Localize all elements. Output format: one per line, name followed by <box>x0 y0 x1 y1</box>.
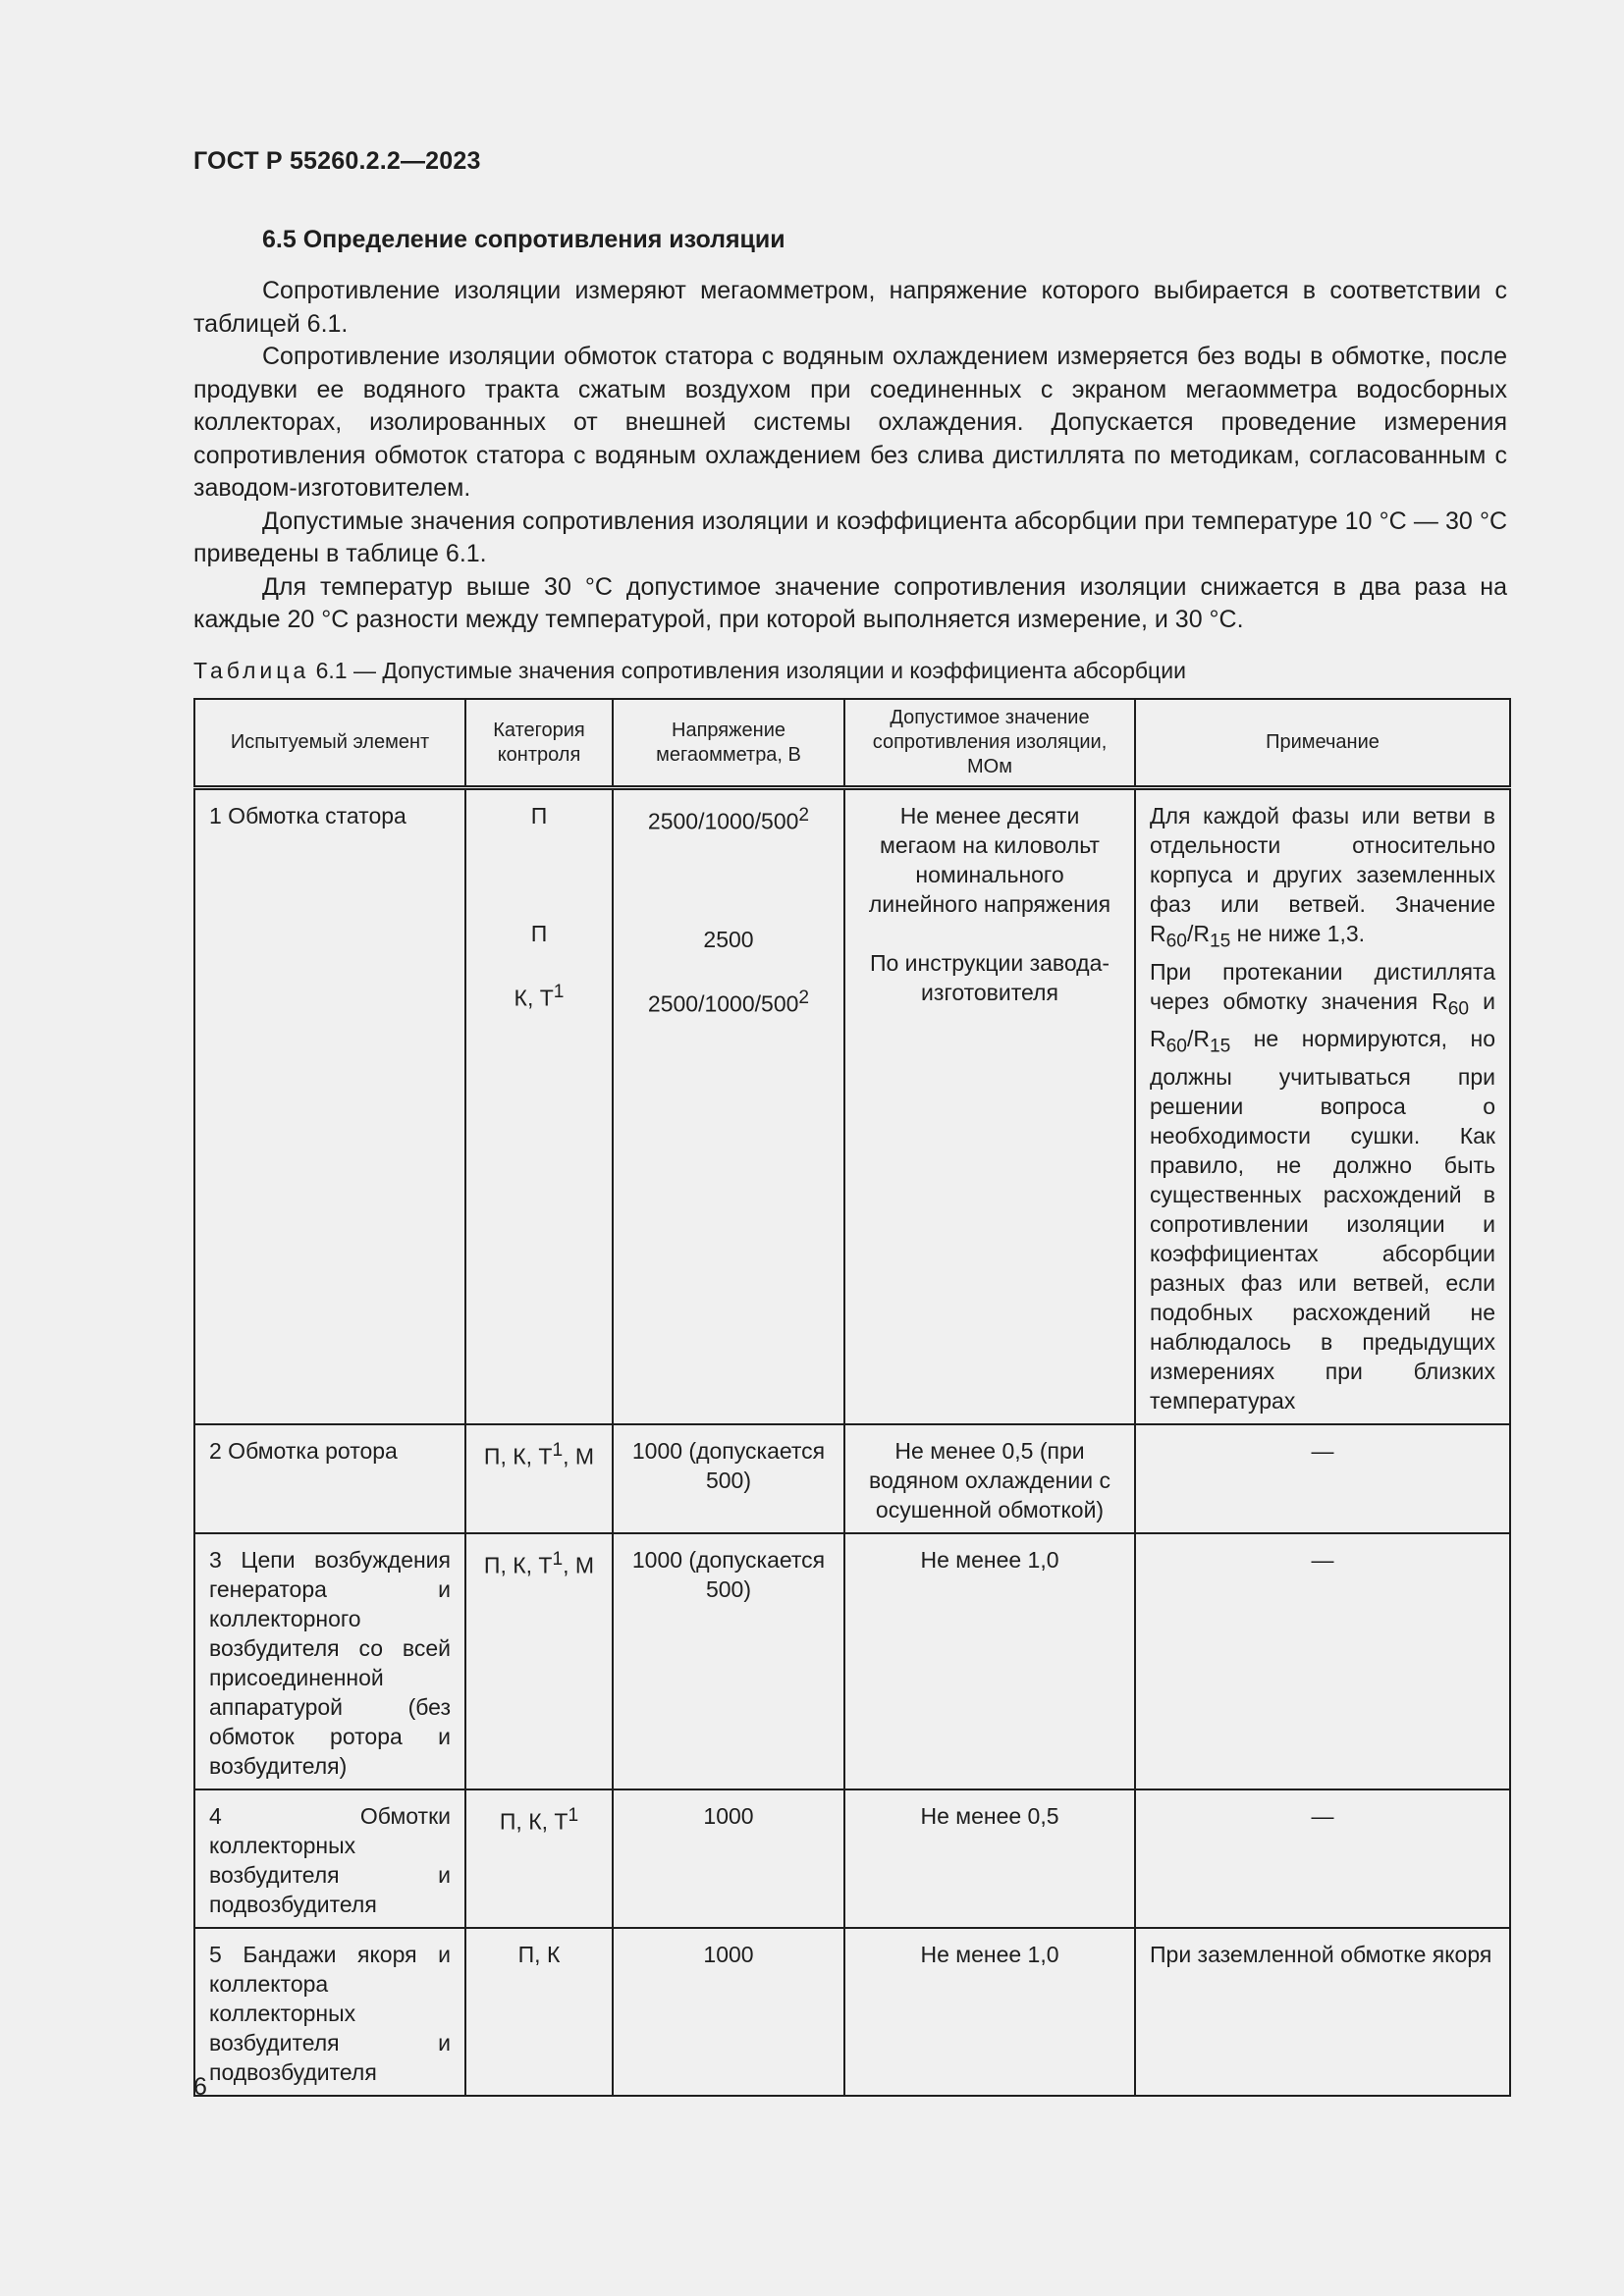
category-value: П <box>530 803 548 828</box>
footnote-mark: 2 <box>798 987 810 1008</box>
header-element: Испытуемый элемент <box>194 699 465 788</box>
table-caption <box>193 658 1186 684</box>
slash: / <box>1186 921 1194 946</box>
cell-voltage: 1000 <box>613 1928 844 2096</box>
table-row <box>194 788 1510 1424</box>
page-number: 6 <box>193 2073 207 2101</box>
resistance-value: По инструкции завода-изготовителя <box>869 950 1110 1005</box>
category-value: П, К, Т <box>483 1552 553 1578</box>
slash: / <box>1186 1026 1194 1052</box>
symbol-r: R <box>1193 921 1210 946</box>
cell-element: 3 Цепи возбуждения генератора и коллекторного возбудителя со всей присоединенной аппаратурой (без обмоток ротора и возбудителя) <box>194 1533 465 1789</box>
cell-voltage <box>613 788 844 1424</box>
cell-resistance: Не менее 0,5 <box>844 1789 1135 1928</box>
table-row <box>194 1928 1510 2096</box>
subscript: 15 <box>1209 931 1231 952</box>
symbol-r: R <box>1150 1026 1166 1052</box>
cell-element: 1 Обмотка статора <box>194 788 465 1424</box>
footnote-mark: 1 <box>552 1548 564 1570</box>
voltage-value: 2500/1000/500 <box>647 990 799 1017</box>
cell-element: 4 Обмотки коллекторных возбудителя и подвозбудителя <box>194 1789 465 1928</box>
section-title: 6.5 Определение сопротивления изоляции <box>262 226 785 253</box>
footnote-mark: 1 <box>553 982 565 1002</box>
category-value: П, К, Т <box>499 1808 568 1835</box>
paragraph: Допустимые значения сопротивления изоляции и коэффициента абсорбции при температуре 10 °С — 30 °С приведены в таблице 6.1. <box>193 507 1507 567</box>
category-value: , М <box>563 1552 595 1578</box>
header-note: Примечание <box>1135 699 1510 788</box>
subscript: 60 <box>1447 998 1469 1020</box>
cell-note: — <box>1135 1533 1510 1789</box>
cell-resistance: Не менее 1,0 <box>844 1928 1135 2096</box>
note-text: не ниже 1,3. <box>1230 921 1366 946</box>
cell-element: 2 Обмотка ротора <box>194 1424 465 1533</box>
category-value: П, К, Т <box>483 1443 553 1469</box>
document-header: ГОСТ Р 55260.2.2—2023 <box>193 147 481 175</box>
footnote-mark: 2 <box>798 805 810 826</box>
category-value: П <box>530 921 548 946</box>
cell-category <box>465 788 613 1424</box>
cell-note <box>1135 788 1510 1424</box>
symbol-r: R <box>1193 1026 1210 1052</box>
cell-category <box>465 1533 613 1789</box>
table-caption-word: Таблица <box>193 658 310 683</box>
paragraph: Для температур выше 30 °С допустимое значение сопротивления изоляции снижается в два раза на каждые 20 °С разности между температурой, при которой выполняется измерение, и 30 °С. <box>193 572 1507 633</box>
header-category: Категория контроля <box>465 699 613 788</box>
cell-voltage: 1000 <box>613 1789 844 1928</box>
note-text: и <box>1483 988 1496 1014</box>
cell-note: — <box>1135 1424 1510 1533</box>
cell-voltage: 1000 (допускается 500) <box>613 1424 844 1533</box>
table-row <box>194 1533 1510 1789</box>
footnote-mark: 1 <box>552 1439 564 1461</box>
header-voltage: Напряжение мегаомметра, В <box>613 699 844 788</box>
category-value: , М <box>563 1443 595 1469</box>
cell-note: При заземленной обмотке якоря <box>1135 1928 1510 2096</box>
symbol-r: R <box>1432 988 1448 1014</box>
table-header-row <box>194 699 1510 788</box>
cell-resistance: Не менее 0,5 (при водяном охлаждении с осушенной обмоткой) <box>844 1424 1135 1533</box>
header-resistance: Допустимое значение сопротивления изоляции, МОм <box>844 699 1135 788</box>
cell-resistance: Не менее 1,0 <box>844 1533 1135 1789</box>
footnote-mark: 1 <box>568 1804 579 1826</box>
resistance-value: Не менее десяти мегаом на киловольт номинального линейного напряжения <box>868 803 1111 917</box>
note-paragraph <box>1150 957 1495 1415</box>
resistance-table <box>193 698 1511 2097</box>
cell-element: 5 Бандажи якоря и коллектора коллекторных возбудителя и подвозбудителя <box>194 1928 465 2096</box>
cell-note: — <box>1135 1789 1510 1928</box>
note-text: Для каждой фазы или ветви в отдельности относительно корпуса и других заземленных фаз или ветвей. Значение <box>1150 803 1495 917</box>
symbol-r: R <box>1150 921 1166 946</box>
voltage-value: 2500 <box>703 926 754 952</box>
subscript: 60 <box>1165 931 1187 952</box>
cell-resistance <box>844 788 1135 1424</box>
note-text: не нормируются, но должны учитываться при решении вопроса о необходимости сушки. Как правило, не должно быть существенных расхождений в сопротивлении изоляции и коэффициентах абсорбции разных фаз или ветвей, если подобных расхождений не наблюдалось в предыдущих измерениях при близких температурах <box>1150 1026 1495 1414</box>
subscript: 60 <box>1165 1036 1187 1057</box>
cell-category <box>465 1789 613 1928</box>
table-row <box>194 1789 1510 1928</box>
cell-voltage: 1000 (допускается 500) <box>613 1533 844 1789</box>
table-caption-text: 6.1 — Допустимые значения сопротивления изоляции и коэффициента абсорбции <box>315 658 1186 683</box>
category-value: К, Т <box>514 985 554 1011</box>
note-text: При протекании дистиллята через обмотку значения <box>1150 958 1495 1014</box>
paragraph: Сопротивление изоляции обмоток статора с водяным охлаждением измеряется без воды в обмотке, после продувки ее водяного тракта сжатым воздухом при соединенных с экраном мегаомметра водосборных коллекторах, изолированных от внешней системы охлаждения. Допускается проведение измерения сопротивления обмоток статора с водяным охлаждением без слива дистиллята по методикам, согласованным с заводом-изготовителем. <box>193 343 1507 502</box>
cell-category: П, К <box>465 1928 613 2096</box>
paragraph: Сопротивление изоляции измеряют мегаомметром, напряжение которого выбирается в соответствии с таблицей 6.1. <box>193 277 1507 338</box>
voltage-value: 2500/1000/500 <box>647 808 799 834</box>
body-text <box>193 275 1507 637</box>
table-row <box>194 1424 1510 1533</box>
subscript: 15 <box>1209 1036 1231 1057</box>
cell-category <box>465 1424 613 1533</box>
note-paragraph <box>1150 801 1495 957</box>
